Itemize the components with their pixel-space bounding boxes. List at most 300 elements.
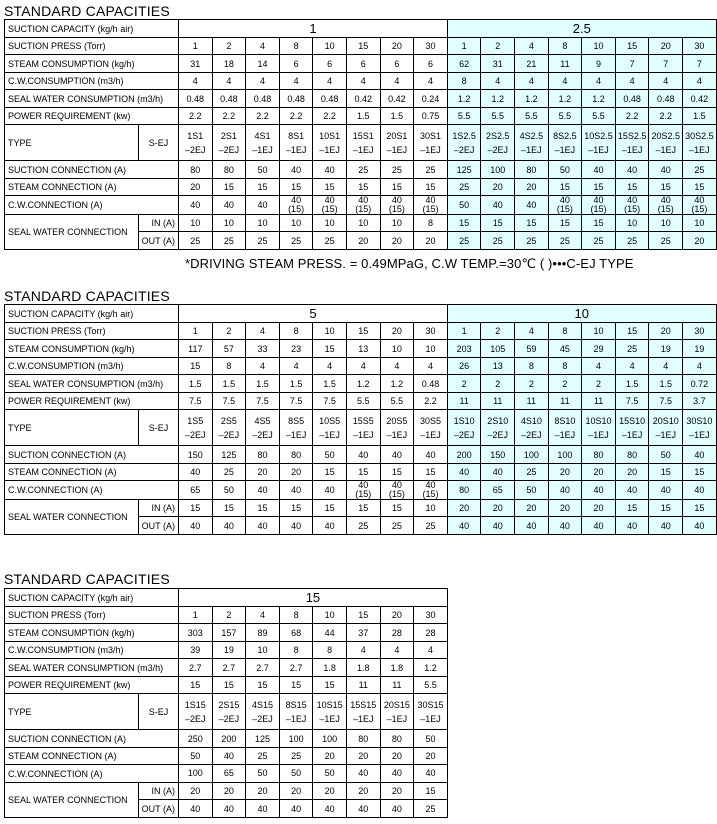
steam-connection-cell: 15 — [313, 464, 347, 481]
cw-connection-ctype: (15) — [422, 204, 439, 214]
steam-consumption-cell: 14 — [246, 55, 280, 73]
seal-in-cell: 15 — [548, 215, 582, 232]
steam-consumption-cell: 13 — [346, 340, 380, 358]
cw-consumption-cell: 4 — [615, 358, 649, 375]
seal-in-cell: 20 — [481, 500, 515, 517]
cw-consumption-cell: 4 — [649, 358, 683, 375]
cw-connection-value: 40 — [593, 195, 604, 205]
type-stage: –2EJ — [185, 713, 206, 724]
steam-consumption-cell: 15 — [313, 340, 347, 358]
type-stage: –1EJ — [386, 713, 408, 724]
type-stage: –1EJ — [420, 429, 441, 440]
cw-connection-ctype: (15) — [422, 489, 439, 499]
cw-connection-cell — [346, 481, 380, 500]
suction-connection-cell: 200 — [212, 730, 246, 748]
cw-connection-cell — [515, 196, 549, 215]
seal-in-cell: 10 — [346, 215, 380, 232]
type-code: 20S5 — [386, 415, 408, 426]
suction-connection-cell: 25 — [414, 161, 448, 179]
cw-consumption-cell: 4 — [582, 358, 616, 375]
seal-out-cell: 25 — [246, 232, 280, 250]
power-requirement-cell: 15 — [279, 677, 313, 694]
row-label-suction_conn: SUCTION CONNECTION (A) — [5, 446, 179, 464]
cw-connection-cell — [683, 196, 717, 215]
seal-out-cell: 40 — [279, 800, 313, 818]
cw-consumption-cell: 4 — [414, 73, 448, 90]
cw-connection-value: 40 — [358, 195, 369, 205]
seal-in-cell: 10 — [380, 215, 414, 232]
row-label-seal-conn: SEAL WATER CONNECTION — [5, 500, 139, 535]
steam-consumption-cell: 9 — [582, 55, 616, 73]
seal-water-consumption-cell: 0.24 — [414, 90, 448, 108]
seal-out-cell: 40 — [179, 800, 213, 818]
steam-connection-cell: 40 — [447, 464, 481, 481]
seal-water-consumption-cell: 1.5 — [246, 375, 280, 393]
steam-consumption-cell: 23 — [279, 340, 313, 358]
row-label-in: IN (A) — [139, 215, 179, 232]
suction-press-cell: 10 — [313, 38, 347, 55]
seal-out-cell: 25 — [582, 232, 616, 250]
power-requirement-cell: 5.5 — [447, 108, 481, 125]
seal-water-consumption-cell: 1.2 — [414, 659, 448, 677]
cw-connection-cell — [279, 196, 313, 215]
type-cell — [481, 125, 515, 161]
steam-consumption-cell: 59 — [515, 340, 549, 358]
suction-press-cell: 20 — [649, 323, 683, 340]
seal-in-cell: 15 — [380, 500, 414, 517]
steam-connection-cell: 20 — [582, 464, 616, 481]
type-cell — [313, 410, 347, 446]
suction-press-cell: 15 — [346, 38, 380, 55]
power-requirement-cell: 5.5 — [515, 108, 549, 125]
suction-connection-cell: 40 — [615, 161, 649, 179]
type-cell — [414, 125, 448, 161]
type-cell — [649, 125, 683, 161]
seal-in-cell: 15 — [481, 215, 515, 232]
type-stage: –1EJ — [353, 713, 374, 724]
seal-water-consumption-cell: 1.2 — [582, 90, 616, 108]
steam-connection-cell: 15 — [380, 179, 414, 196]
power-requirement-cell: 7.5 — [279, 393, 313, 410]
row-label-cw_consumption: C.W.CONSUMPTION (m3/h) — [5, 358, 179, 375]
steam-connection-cell: 15 — [212, 179, 246, 196]
cw-consumption-cell: 4 — [582, 73, 616, 90]
seal-out-cell: 25 — [346, 517, 380, 535]
seal-out-cell: 40 — [615, 517, 649, 535]
type-cell — [313, 694, 347, 730]
type-cell — [615, 410, 649, 446]
row-label-suction_capacity: SUCTION CAPACITY (kg/h air) — [5, 305, 179, 323]
seal-out-cell: 25 — [447, 232, 481, 250]
cw-connection-cell — [548, 481, 582, 500]
suction-connection-cell: 80 — [346, 730, 380, 748]
cw-connection-ctype: (15) — [355, 489, 372, 499]
type-code: 2S5 — [220, 415, 237, 426]
seal-water-consumption-cell: 1.8 — [346, 659, 380, 677]
steam-consumption-cell: 28 — [380, 624, 414, 642]
seal-out-cell: 25 — [313, 232, 347, 250]
power-requirement-cell: 7.5 — [212, 393, 246, 410]
type-code: 8S1 — [288, 130, 305, 141]
suction-press-cell: 4 — [246, 323, 280, 340]
steam-consumption-cell: 37 — [346, 624, 380, 642]
cw-connection-cell — [212, 196, 246, 215]
row-label-power: POWER REQUIREMENT (kw) — [5, 108, 179, 125]
suction-connection-cell: 25 — [380, 161, 414, 179]
steam-consumption-cell: 6 — [313, 55, 347, 73]
row-label-out: OUT (A) — [139, 232, 179, 250]
suction-press-cell: 2 — [212, 323, 246, 340]
type-stage: –2EJ — [185, 144, 206, 155]
seal-in-cell: 20 — [212, 783, 246, 800]
type-code: 10S1 — [319, 130, 341, 141]
seal-out-cell: 25 — [380, 517, 414, 535]
cw-connection-ctype: (15) — [355, 204, 372, 214]
seal-out-cell: 40 — [279, 517, 313, 535]
seal-water-consumption-cell: 2.7 — [279, 659, 313, 677]
row-label-steam_consumption: STEAM CONSUMPTION (kg/h) — [5, 340, 179, 358]
seal-water-consumption-cell: 1.2 — [515, 90, 549, 108]
power-requirement-cell: 5.5 — [582, 108, 616, 125]
suction-connection-cell: 150 — [481, 446, 515, 464]
steam-connection-cell: 15 — [683, 464, 717, 481]
type-stage: –1EJ — [655, 429, 676, 440]
steam-consumption-cell: 25 — [615, 340, 649, 358]
seal-out-cell: 20 — [346, 232, 380, 250]
capacity-header: 1 — [179, 20, 448, 38]
cw-connection-ctype: (15) — [624, 204, 641, 214]
cw-consumption-cell: 4 — [414, 358, 448, 375]
type-cell — [179, 694, 213, 730]
steam-consumption-cell: 45 — [548, 340, 582, 358]
suction-connection-cell: 150 — [179, 446, 213, 464]
suction-connection-cell: 80 — [246, 446, 280, 464]
steam-consumption-cell: 6 — [414, 55, 448, 73]
type-code: 10S5 — [319, 415, 341, 426]
cw-connection-cell — [212, 765, 246, 783]
type-code: 10S10 — [585, 415, 612, 426]
suction-press-cell: 10 — [582, 323, 616, 340]
suction-connection-cell: 80 — [515, 161, 549, 179]
steam-connection-cell: 25 — [212, 464, 246, 481]
suction-press-cell: 30 — [683, 323, 717, 340]
steam-consumption-cell: 18 — [212, 55, 246, 73]
cw-consumption-cell: 8 — [313, 642, 347, 659]
suction-press-cell: 4 — [246, 38, 280, 55]
seal-water-consumption-cell: 0.42 — [683, 90, 717, 108]
type-stage: –1EJ — [285, 144, 307, 155]
power-requirement-cell: 11 — [380, 677, 414, 694]
power-requirement-cell: 2.2 — [246, 108, 280, 125]
row-label-suction_capacity: SUCTION CAPACITY (kg/h air) — [5, 20, 179, 38]
seal-water-consumption-cell: 0.48 — [615, 90, 649, 108]
cw-connection-ctype: (15) — [590, 204, 607, 214]
cw-connection-cell — [279, 481, 313, 500]
cw-connection-value: 80 — [459, 484, 470, 495]
cw-connection-cell — [683, 481, 717, 500]
seal-out-cell: 40 — [313, 800, 347, 818]
cw-connection-cell — [380, 481, 414, 500]
cw-connection-cell — [447, 481, 481, 500]
type-code: 8S15 — [285, 699, 307, 710]
cw-connection-cell — [179, 481, 213, 500]
type-code: 30S2.5 — [685, 130, 714, 141]
suction-connection-cell: 80 — [582, 446, 616, 464]
seal-water-consumption-cell: 0.48 — [179, 90, 213, 108]
cw-connection-cell — [380, 765, 414, 783]
seal-out-cell: 25 — [481, 232, 515, 250]
steam-connection-cell: 20 — [414, 748, 448, 765]
row-label-steam_consumption: STEAM CONSUMPTION (kg/h) — [5, 624, 179, 642]
cw-connection-ctype: (15) — [691, 204, 708, 214]
steam-connection-cell: 20 — [279, 464, 313, 481]
suction-press-cell: 8 — [548, 323, 582, 340]
capacity-header: 2.5 — [447, 20, 716, 38]
type-cell — [515, 125, 549, 161]
cw-connection-cell — [346, 765, 380, 783]
type-stage: –1EJ — [319, 713, 340, 724]
type-code: 10S15 — [316, 699, 343, 710]
seal-out-cell: 20 — [683, 232, 717, 250]
suction-press-cell: 8 — [279, 38, 313, 55]
type-code: 2S2.5 — [485, 130, 510, 141]
seal-out-cell: 25 — [179, 232, 213, 250]
row-label-suction_conn: SUCTION CONNECTION (A) — [5, 161, 179, 179]
row-label-type: TYPE — [5, 694, 139, 730]
cw-connection-cell — [548, 196, 582, 215]
steam-connection-cell: 15 — [649, 179, 683, 196]
cw-connection-ctype: (15) — [657, 204, 674, 214]
seal-out-cell: 40 — [649, 517, 683, 535]
type-cell — [279, 410, 313, 446]
type-stage: –1EJ — [285, 713, 307, 724]
cw-connection-cell — [212, 481, 246, 500]
steam-connection-cell: 20 — [615, 464, 649, 481]
cw-consumption-cell: 8 — [447, 73, 481, 90]
cw-connection-cell — [481, 481, 515, 500]
cw-consumption-cell: 39 — [179, 642, 213, 659]
cw-connection-cell — [346, 196, 380, 215]
cw-consumption-cell: 4 — [380, 358, 414, 375]
seal-out-cell: 40 — [515, 517, 549, 535]
suction-press-cell: 30 — [683, 38, 717, 55]
row-label-seal-conn: SEAL WATER CONNECTION — [5, 783, 139, 818]
power-requirement-cell: 11 — [548, 393, 582, 410]
type-code: 30S5 — [419, 415, 442, 426]
power-requirement-cell: 2.2 — [414, 393, 448, 410]
type-code: 20S10 — [652, 415, 679, 426]
cw-connection-cell — [414, 196, 448, 215]
type-cell — [481, 410, 515, 446]
type-cell — [313, 125, 347, 161]
steam-connection-cell: 25 — [279, 748, 313, 765]
power-requirement-cell: 15 — [246, 677, 280, 694]
power-requirement-cell: 15 — [179, 677, 213, 694]
type-stage: –1EJ — [420, 713, 441, 724]
steam-consumption-cell: 19 — [649, 340, 683, 358]
cw-connection-value: 40 — [223, 199, 234, 210]
seal-out-cell: 40 — [212, 800, 246, 818]
seal-in-cell: 15 — [179, 500, 213, 517]
steam-connection-cell: 20 — [548, 464, 582, 481]
type-code: 2S10 — [487, 415, 509, 426]
seal-in-cell: 20 — [380, 783, 414, 800]
seal-out-cell: 40 — [582, 517, 616, 535]
type-cell — [179, 125, 213, 161]
seal-out-cell: 40 — [548, 517, 582, 535]
cw-connection-value: 40 — [291, 484, 302, 495]
type-code: 2S15 — [218, 699, 240, 710]
row-label-suction_press: SUCTION PRESS (Torr) — [5, 323, 179, 340]
cw-connection-ctype: (15) — [556, 204, 573, 214]
seal-in-cell: 10 — [649, 215, 683, 232]
suction-press-cell: 2 — [212, 607, 246, 624]
seal-water-consumption-cell: 1.2 — [447, 90, 481, 108]
type-cell — [212, 694, 246, 730]
seal-in-cell: 20 — [548, 500, 582, 517]
seal-water-consumption-cell: 2.7 — [179, 659, 213, 677]
cw-consumption-cell: 8 — [515, 358, 549, 375]
power-requirement-cell: 11 — [582, 393, 616, 410]
cw-consumption-cell: 4 — [481, 73, 515, 90]
row-label-suction_conn: SUCTION CONNECTION (A) — [5, 730, 179, 748]
row-label-type-sub: S-EJ — [139, 410, 179, 446]
cw-connection-value: 40 — [324, 195, 335, 205]
steam-connection-cell: 25 — [447, 179, 481, 196]
cw-consumption-cell: 13 — [481, 358, 515, 375]
suction-press-cell: 20 — [380, 323, 414, 340]
row-label-seal_water_consumption: SEAL WATER CONSUMPTION (m3/h) — [5, 659, 179, 677]
seal-in-cell: 10 — [683, 215, 717, 232]
type-cell — [447, 125, 481, 161]
type-code: 4S1 — [254, 130, 271, 141]
cw-consumption-cell: 8 — [548, 358, 582, 375]
seal-water-consumption-cell: 0.42 — [380, 90, 414, 108]
seal-water-consumption-cell: 0.48 — [246, 90, 280, 108]
cw-consumption-cell: 4 — [346, 358, 380, 375]
seal-out-cell: 25 — [414, 800, 448, 818]
type-code: 30S15 — [417, 699, 444, 710]
seal-water-consumption-cell: 1.8 — [313, 659, 347, 677]
cw-connection-cell — [582, 196, 616, 215]
row-label-cw_conn: C.W.CONNECTION (A) — [5, 765, 179, 783]
power-requirement-cell: 2.2 — [649, 108, 683, 125]
suction-connection-cell: 80 — [380, 730, 414, 748]
seal-in-cell: 15 — [313, 500, 347, 517]
seal-out-cell: 25 — [212, 232, 246, 250]
cw-connection-cell — [414, 481, 448, 500]
type-code: 8S10 — [554, 415, 576, 426]
suction-connection-cell: 80 — [212, 161, 246, 179]
suction-press-cell: 2 — [212, 38, 246, 55]
seal-out-cell: 40 — [212, 517, 246, 535]
steam-connection-cell: 15 — [346, 179, 380, 196]
power-requirement-cell: 2.2 — [313, 108, 347, 125]
cw-connection-value: 40 — [425, 768, 436, 778]
cw-connection-ctype: (15) — [321, 204, 338, 214]
row-label-seal-conn: SEAL WATER CONNECTION — [5, 215, 139, 250]
cw-consumption-cell: 4 — [515, 73, 549, 90]
type-cell — [279, 694, 313, 730]
cw-connection-ctype: (15) — [388, 489, 405, 499]
type-code: 4S2.5 — [519, 130, 544, 141]
steam-connection-cell: 15 — [346, 464, 380, 481]
type-code: 8S2.5 — [553, 130, 577, 141]
row-label-type: TYPE — [5, 410, 139, 446]
cw-connection-cell — [582, 481, 616, 500]
cw-connection-value: 40 — [190, 199, 201, 210]
suction-press-cell: 1 — [179, 323, 213, 340]
power-requirement-cell: 5.5 — [481, 108, 515, 125]
table-title-1: STANDARD CAPACITIES — [4, 3, 170, 19]
type-stage: –1EJ — [285, 429, 307, 440]
type-stage: –1EJ — [319, 429, 340, 440]
cw-consumption-cell: 10 — [246, 642, 280, 659]
steam-consumption-cell: 11 — [548, 55, 582, 73]
steam-consumption-cell: 31 — [481, 55, 515, 73]
steam-consumption-cell: 19 — [683, 340, 717, 358]
row-label-steam_conn: STEAM CONNECTION (A) — [5, 464, 179, 481]
cw-connection-value: 40 — [391, 480, 402, 490]
type-stage: –1EJ — [420, 144, 441, 155]
type-cell — [380, 694, 414, 730]
steam-connection-cell: 25 — [515, 464, 549, 481]
type-cell — [548, 125, 582, 161]
cw-consumption-cell: 4 — [279, 73, 313, 90]
type-stage: –1EJ — [386, 144, 408, 155]
cw-consumption-cell: 15 — [179, 358, 213, 375]
type-code: 1S15 — [184, 699, 206, 710]
seal-in-cell: 15 — [246, 500, 280, 517]
steam-connection-cell: 20 — [346, 748, 380, 765]
cw-connection-value: 40 — [559, 195, 570, 205]
steam-connection-cell: 50 — [179, 748, 213, 765]
suction-connection-cell: 80 — [179, 161, 213, 179]
cw-connection-value: 65 — [223, 768, 234, 778]
type-stage: –1EJ — [588, 144, 609, 155]
steam-connection-cell: 15 — [414, 464, 448, 481]
steam-connection-cell: 20 — [313, 748, 347, 765]
suction-connection-cell: 100 — [313, 730, 347, 748]
steam-consumption-cell: 203 — [447, 340, 481, 358]
cw-connection-value: 100 — [187, 768, 203, 778]
suction-press-cell: 30 — [414, 38, 448, 55]
steam-consumption-cell: 89 — [246, 624, 280, 642]
type-code: 15S5 — [352, 415, 374, 426]
power-requirement-cell: 0.75 — [414, 108, 448, 125]
steam-consumption-cell: 68 — [279, 624, 313, 642]
suction-connection-cell: 40 — [313, 161, 347, 179]
seal-in-cell: 20 — [346, 783, 380, 800]
row-label-suction_press: SUCTION PRESS (Torr) — [5, 38, 179, 55]
steam-connection-cell: 20 — [246, 464, 280, 481]
type-cell — [346, 694, 380, 730]
steam-connection-cell: 40 — [212, 748, 246, 765]
seal-in-cell: 10 — [179, 215, 213, 232]
type-cell — [279, 125, 313, 161]
power-requirement-cell: 2.2 — [179, 108, 213, 125]
steam-connection-cell: 15 — [313, 179, 347, 196]
seal-out-cell: 40 — [683, 517, 717, 535]
table-title-3: STANDARD CAPACITIES — [4, 571, 170, 587]
type-cell — [246, 125, 280, 161]
suction-press-cell: 15 — [346, 607, 380, 624]
steam-connection-cell: 15 — [380, 464, 414, 481]
type-code: 15S1 — [352, 130, 374, 141]
seal-in-cell: 10 — [615, 215, 649, 232]
cw-connection-value: 40 — [391, 195, 402, 205]
suction-press-cell: 10 — [313, 323, 347, 340]
